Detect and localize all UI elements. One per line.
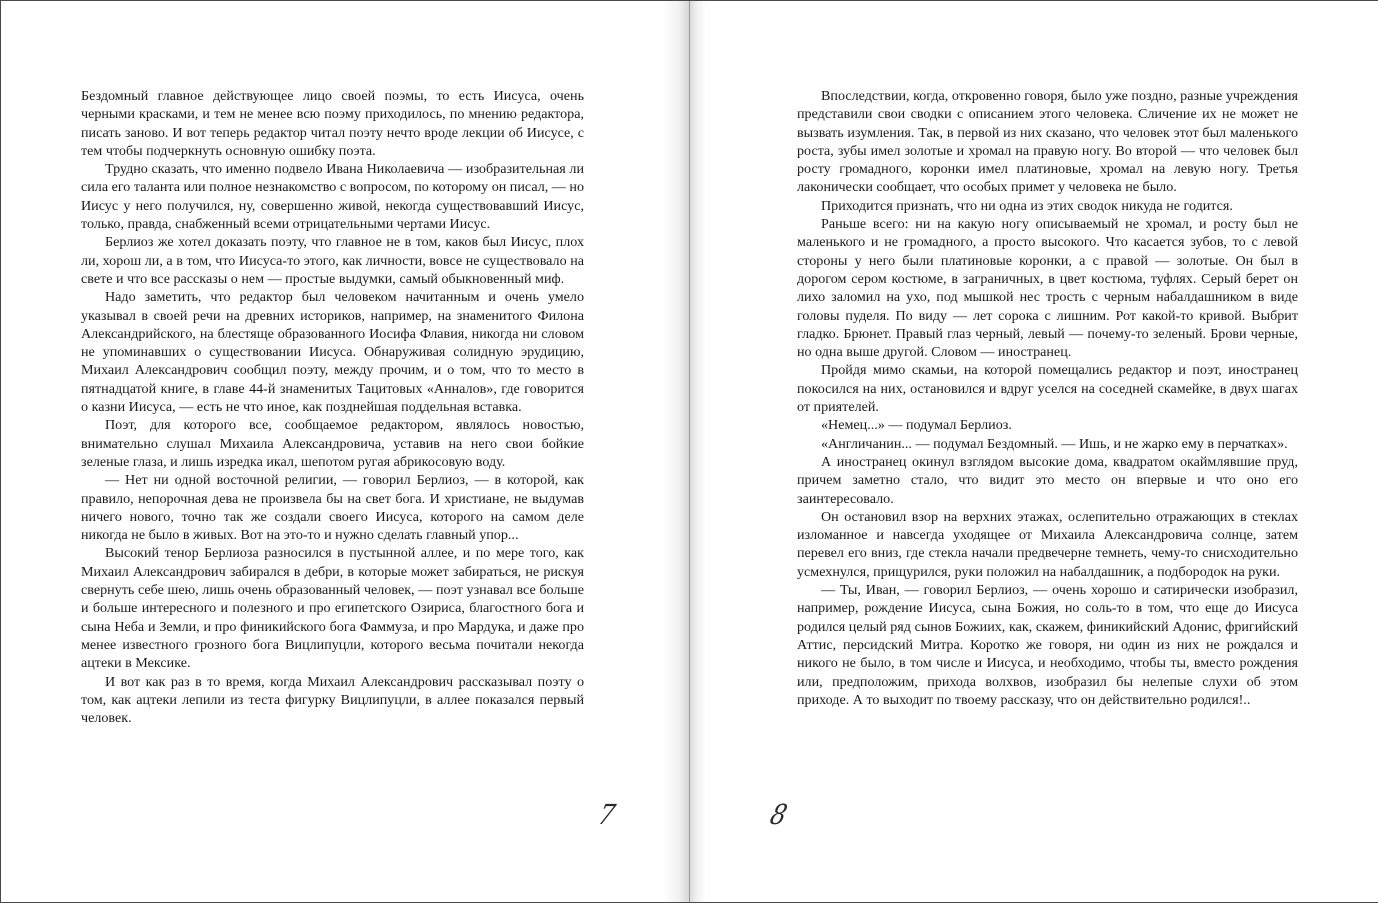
left-page xyxy=(1,1,689,902)
paragraph: И вот как раз в то время, когда Михаил Александрович рассказывал поэту о том, как ацтеки лепили из теста фигурку Вицлипуцли, в аллее показался первый человек. xyxy=(81,673,584,727)
paragraph: Трудно сказать, что именно подвело Ивана Николаевича — изобразительная ли сила его таланта или полное незнакомство с вопросом, по которому он писал, — но Иисус у него получился, ну, совершенно живой, некогда существовавший Иисус, только, правда, снабженный всеми отрицательными чертами Иисус. xyxy=(81,161,584,233)
paragraph: «Немец...» — подумал Берлиоз. xyxy=(821,417,1012,434)
right-page-number: 8 xyxy=(766,798,791,832)
paragraph: Раньше всего: ни на какую ногу описываемый не хромал, и росту был не маленького и не громадного, а просто высокого. Что касается зубов, то с левой стороны у него были платиновые коронки, а с правой — золотые. Он был в дорогом сером костюме, в заграничных, в цвет костюма, туфлях. Серый берет он лихо заломил на ухо, под мышкой нес трость с черным набалдашником в виде головы пуделя. По виду — лет сорока с лишним. Рот какой-то кривой. Выбрит гладко. Брюнет. Правый глаз черный, левый — почему-то зеленый. Брови черные, но одна выше другой. Словом — иностранец. xyxy=(797,216,1298,361)
paragraph: Бездомный главное действующее лицо своей поэмы, то есть Иисуса, очень черными красками, и тем не менее всю поэму приходилось, по мнению редактора, писать заново. И вот теперь редактор читал поэту нечто вроде лекции об Иисусе, с тем чтобы подчеркнуть основную ошибку поэта. xyxy=(81,88,584,159)
paragraph: Берлиоз же хотел доказать поэту, что главное не в том, каков был Иисус, плох ли, хорош ли, а в том, что Иисуса-то этого, как личности, вовсе не существовало на свете и что все рассказы о нем — простые выдумки, самый обыкновенный миф. xyxy=(81,234,584,287)
paragraph: Впоследствии, когда, откровенно говоря, было уже поздно, разные учреждения представили свои сводки с описанием этого человека. Сличение их не может не вызвать изумления. Так, в первой из них сказано, что человек этот был маленького роста, зубы имел золотые и хромал на правую ногу. Во второй — что человек был росту громадного, коронки имел платиновые, хромал на левую ногу. Третья лаконически сообщает, что особых примет у человека не было. xyxy=(797,88,1298,196)
paragraph: — Ты, Иван, — говорил Берлиоз, — очень хорошо и сатирически изобразил, например, рождение Иисуса, сына Божия, но соль-то в том, что еще до Иисуса родился целый ряд сынов Божиих, как, скажем, финикийский Адонис, фригийский Аттис, персидский Митра. Коротко же говоря, ни один из них не рождался и никого не было, в том числе и Иисуса, и необходимо, чтобы ты, вместо рождения или, предположим, прихода волхвов, изобразил бы нелепые слухи об этом приходе. А то выходит по твоему рассказу, что он действительно родился!.. xyxy=(797,582,1298,708)
paragraph: Высокий тенор Берлиоза разносился в пустынной аллее, и по мере того, как Михаил Александрович забирался в дебри, в которые может забираться, не рискуя свернуть себе шею, лишь очень образованный человек, — поэт узнавал все больше и больше интересного и полезного и про египетского Озириса, благостного бога и сына Неба и Земли, и про финикийского бога Фаммуза, и про Мардука, и даже про менее известного грозного бога Вицлипуцли, которого весьма почитали некогда ацтеки в Мексике. xyxy=(81,545,584,672)
paragraph: А иностранец окинул взглядом высокие дома, квадратом окаймлявшие пруд, причем заметно стало, что видит это место он впервые и что оно его заинтересовало. xyxy=(797,453,1298,507)
paragraph: Поэт, для которого все, сообщаемое редактором, являлось новостью, внимательно слушал Михаила Александровича, уставив на него свои бойкие зеленые глаза, и лишь изредка икал, шепотом ругая абрикосовую воду. xyxy=(81,417,584,470)
paragraph: «Англичанин... — подумал Бездомный. — Ишь, и не жарко ему в перчатках». xyxy=(821,435,1288,452)
paragraph: Приходится признать, что ни одна из этих сводок никуда не годится. xyxy=(821,197,1233,214)
left-page-text xyxy=(81,87,584,727)
left-page-number: 7 xyxy=(594,798,619,832)
right-page-text xyxy=(797,87,1298,709)
paragraph: — Нет ни одной восточной религии, — говорил Берлиоз, — в которой, как правило, непорочная дева не произвела бы на свет бога. И христиане, не выдумав ничего нового, точно так же создали своего Иисуса, которого на самом деле никогда не было в живых. Вот на это-то и нужно сделать главный упор... xyxy=(81,472,584,544)
paragraph: Надо заметить, что редактор был человеком начитанным и очень умело указывал в своей речи на древних историков, например, на знаменитого Филона Александрийского, на блестяще образованного Иосифа Флавия, никогда ни словом не упоминавших о существовании Иисуса. Обнаруживая солидную эрудицию, Михаил Александрович сообщил поэту, между прочим, и о том, что то место в пятнадцатой книге, в главе 44-й знаменитых Тацитовых «Анналов», где говорится о казни Иисуса, — есть не что иное, как позднейшая поддельная вставка. xyxy=(81,289,584,416)
right-page-gutter-shadow xyxy=(690,1,706,902)
paragraph: Пройдя мимо скамьи, на которой помещались редактор и поэт, иностранец покосился на них, остановился и вдруг уселся на соседней скамейке, в двух шагах от приятелей. xyxy=(797,362,1298,416)
right-page xyxy=(690,1,1378,902)
left-page-gutter-shadow xyxy=(663,1,689,902)
paragraph: Он остановил взор на верхних этажах, ослепительно отражающих в стеклах изломанное и навсегда уходящее от Михаила Александровича солнце, затем перевел его вниз, где стекла начали предвечерне темнеть, чему-то снисходительно усмехнулся, прищурился, руки положил на набалдашник, а подбородок на руки. xyxy=(797,508,1298,580)
